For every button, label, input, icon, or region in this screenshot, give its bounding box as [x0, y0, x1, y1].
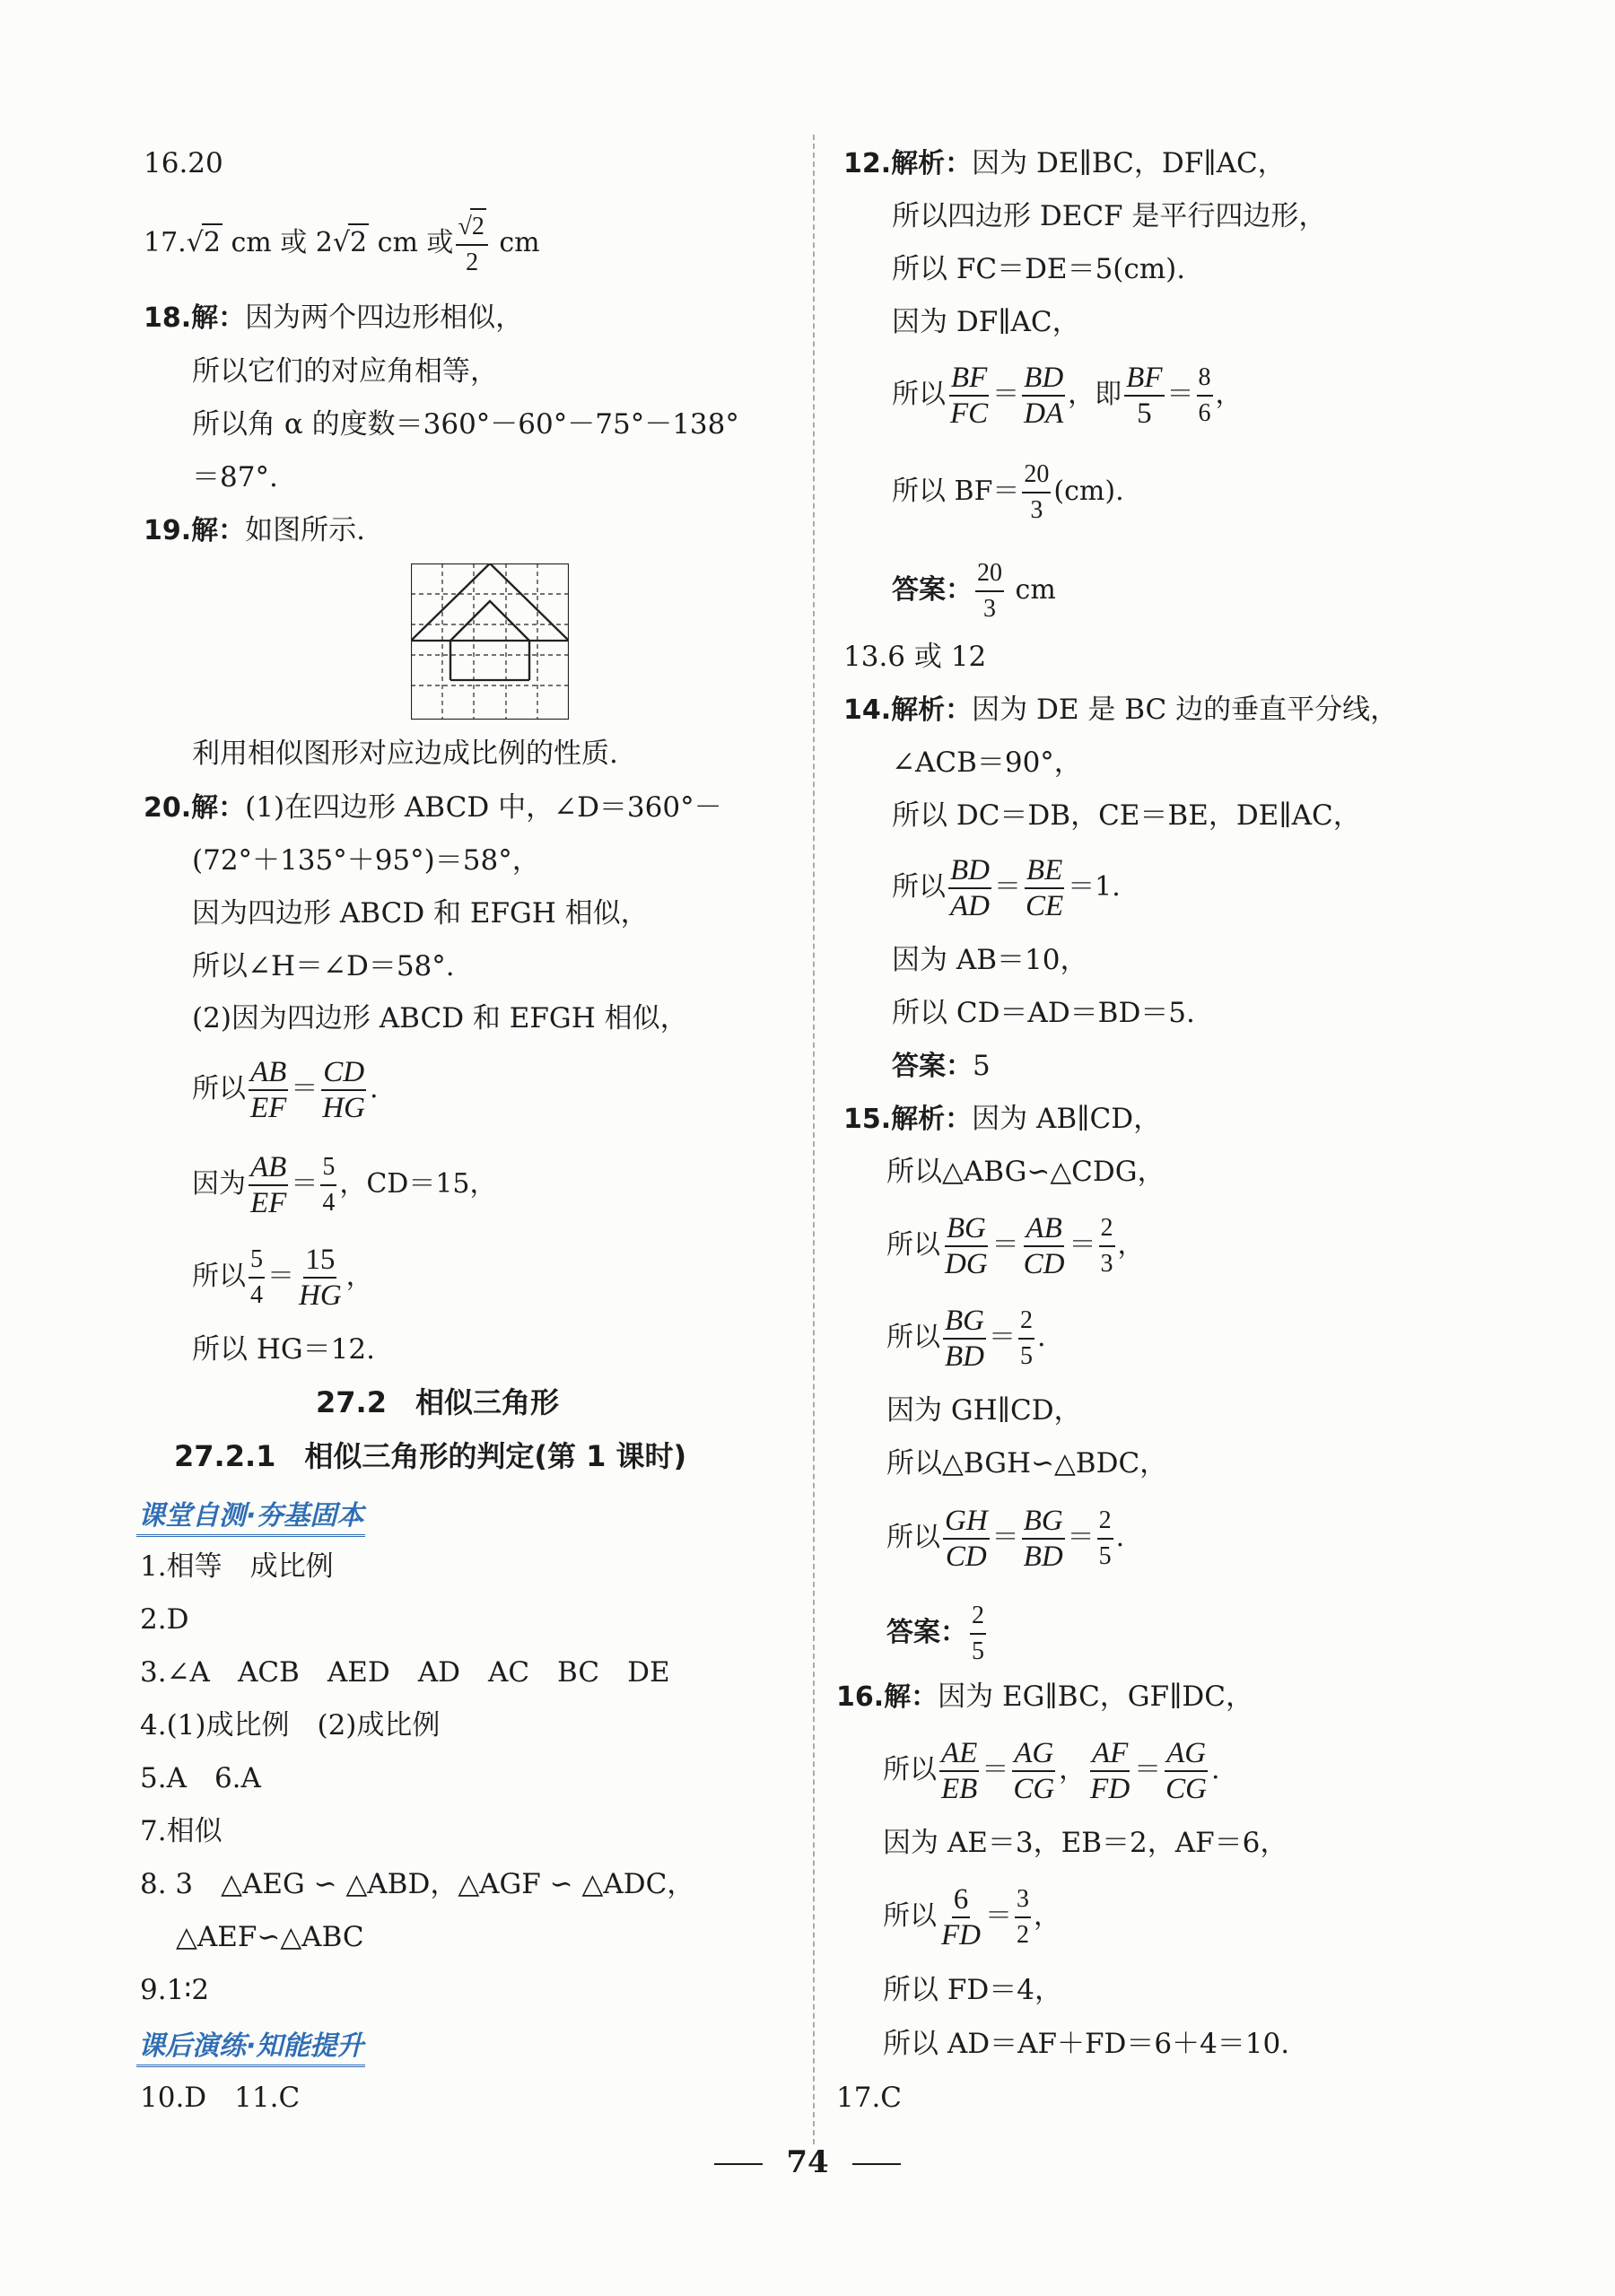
subsection-title: 27.2.1 相似三角形的判定(第 1 课时) — [174, 1439, 687, 1473]
footer-dash-right — [852, 2163, 901, 2165]
answer-15-line2: 所以△ABG∽△CDG， — [886, 1156, 1165, 1188]
answer-12-line1: 12.解析：因为 DE∥BC，DF∥AC， — [843, 147, 1286, 179]
answer-18-line2: 所以它们的对应角相等， — [192, 355, 498, 388]
answer-12-line2: 所以四边形 DECF 是平行四边形， — [892, 200, 1327, 232]
footer-dash-left — [714, 2163, 763, 2165]
answer-20-ratio2: 因为 $\frac{AB}{EF}$ ＝ $\frac{5}{4}$ ，CD＝15， — [192, 1151, 497, 1219]
practice-9: 9.1∶2 — [140, 1974, 210, 2006]
answer-20-ratio1: 所以 $\frac{AB}{EF}$ ＝ $\frac{CD}{HG}$ . — [192, 1056, 379, 1124]
answer-15-ratio3: 所以 $\frac{GH}{CD}$ ＝ $\frac{BG}{BD}$ ＝ $\frac{2}{5}$ . — [886, 1505, 1125, 1573]
answer-18-line1: 18.解：因为两个四边形相似， — [144, 301, 524, 334]
answer-17-right: 17.C — [836, 2082, 903, 2114]
practice-5-6: 5.A 6.A — [140, 1762, 261, 1794]
answer-12-answer: 答案： $\frac{20}{3}$ cm — [892, 556, 1056, 626]
answer-16-ratio2: 所以 $\frac{6}{FD}$ ＝ $\frac{3}{2}$ ， — [883, 1883, 1061, 1951]
answer-16-ratio1: 所以 $\frac{AE}{EB}$ ＝ $\frac{AG}{CG}$ ， $\frac{AF}{FD}$ ＝ $\frac{AG}{CG}$ . — [883, 1737, 1220, 1805]
answer-19-line2: 利用相似图形对应边成比例的性质. — [192, 738, 618, 770]
answer-16-line6: 所以 AD＝AF＋FD＝6＋4＝10. — [883, 2028, 1290, 2060]
answer-20-line1: 20.解：(1)在四边形 ABCD 中，∠D＝360°－ — [144, 791, 722, 824]
answer-12-result: 所以 BF＝ $\frac{20}{3}$ (cm). — [892, 458, 1124, 528]
section-title: 27.2 相似三角形 — [316, 1385, 559, 1419]
answer-14-line3: 所以 DC＝DB，CE＝BE，DE∥AC， — [892, 799, 1361, 832]
page-footer — [0, 2144, 1615, 2180]
answer-15-ratio1: 所以 $\frac{BG}{DG}$ ＝ $\frac{AB}{CD}$ ＝ $\frac{2}{3}$ ， — [886, 1212, 1145, 1280]
practice-2: 2.D — [140, 1603, 189, 1636]
practice-10-11: 10.D 11.C — [140, 2082, 301, 2114]
answer-16-line3: 因为 AE＝3，EB＝2，AF＝6， — [883, 1827, 1288, 1859]
answer-20-line5: (2)因为四边形 ABCD 和 EFGH 相似， — [192, 1002, 688, 1035]
answer-20-line4: 所以∠H＝∠D＝58°. — [192, 950, 455, 982]
answer-20-line-last: 所以 HG＝12. — [192, 1333, 375, 1366]
answer-16-line1: 16.解：因为 EG∥BC，GF∥DC， — [836, 1681, 1253, 1713]
answer-14-ratio: 所以 $\frac{BD}{AD}$ ＝ $\frac{BE}{CE}$ ＝1. — [892, 854, 1121, 922]
band-after-class: 课后演练·知能提升 — [136, 2023, 365, 2067]
answer-14-answer: 答案：5 — [892, 1050, 991, 1082]
answer-14-line2: ∠ACB＝90°， — [892, 746, 1082, 779]
answer-19-line1: 19.解：如图所示. — [144, 514, 366, 546]
answer-12-line3: 所以 FC＝DE＝5(cm). — [892, 253, 1186, 285]
answer-13: 13.6 或 12 — [843, 641, 987, 673]
answer-15-line1: 15.解析：因为 AB∥CD， — [843, 1103, 1162, 1135]
page-number: 74 — [786, 2144, 829, 2180]
answer-16: 16.20 — [144, 147, 223, 179]
answer-18-line3: 所以角 α 的度数＝360°－60°－75°－138° — [192, 408, 739, 441]
answer-14-line5: 因为 AB＝10， — [892, 944, 1088, 976]
answer-16-line5: 所以 FD＝4， — [883, 1974, 1062, 2006]
answer-12-line4: 因为 DF∥AC， — [892, 306, 1080, 338]
answer-15-line6: 所以△BGH∽△BDC， — [886, 1447, 1168, 1480]
answer-15-line5: 因为 GH∥CD， — [886, 1394, 1082, 1427]
answer-20-line3: 因为四边形 ABCD 和 EFGH 相似， — [192, 897, 649, 930]
answer-20-ratio3: 所以 $\frac{5}{4}$ ＝ $\frac{15}{HG}$ ， — [192, 1244, 373, 1312]
answer-15-answer: 答案： $\frac{2}{5}$ — [886, 1599, 989, 1669]
grid-house-figure — [411, 563, 569, 720]
column-divider — [813, 135, 815, 2144]
practice-4: 4.(1)成比例 (2)成比例 — [140, 1709, 441, 1742]
answer-14-line6: 所以 CD＝AD＝BD＝5. — [892, 997, 1195, 1029]
answer-18-line4: ＝87°. — [192, 461, 278, 493]
answer-17: 17.√2 cm 或 2√2 cm 或 $\frac{√2}{2}$ cm — [144, 208, 540, 280]
practice-3: 3.∠A ACB AED AD AC BC DE — [140, 1656, 670, 1689]
practice-8-line2: △AEF∽△ABC — [176, 1921, 364, 1953]
practice-1: 1.相等 成比例 — [140, 1550, 334, 1583]
answer-14-line1: 14.解析：因为 DE 是 BC 边的垂直平分线， — [843, 694, 1399, 726]
practice-7: 7.相似 — [140, 1815, 223, 1847]
practice-8-line1: 8. 3 △AEG ∽ △ABD，△AGF ∽ △ADC， — [140, 1868, 695, 1900]
answer-15-ratio2: 所以 $\frac{BG}{BD}$ ＝ $\frac{2}{5}$ . — [886, 1305, 1046, 1373]
answer-12-ratio: 所以 $\frac{BF}{FC}$ ＝ $\frac{BD}{DA}$ ，即 $\frac{BF}{5}$ ＝ $\frac{8}{6}$ ， — [892, 362, 1243, 430]
answer-20-line2: (72°＋135°＋95°)＝58°， — [192, 844, 540, 877]
band-classroom-test: 课堂自测·夯基固本 — [136, 1493, 365, 1537]
